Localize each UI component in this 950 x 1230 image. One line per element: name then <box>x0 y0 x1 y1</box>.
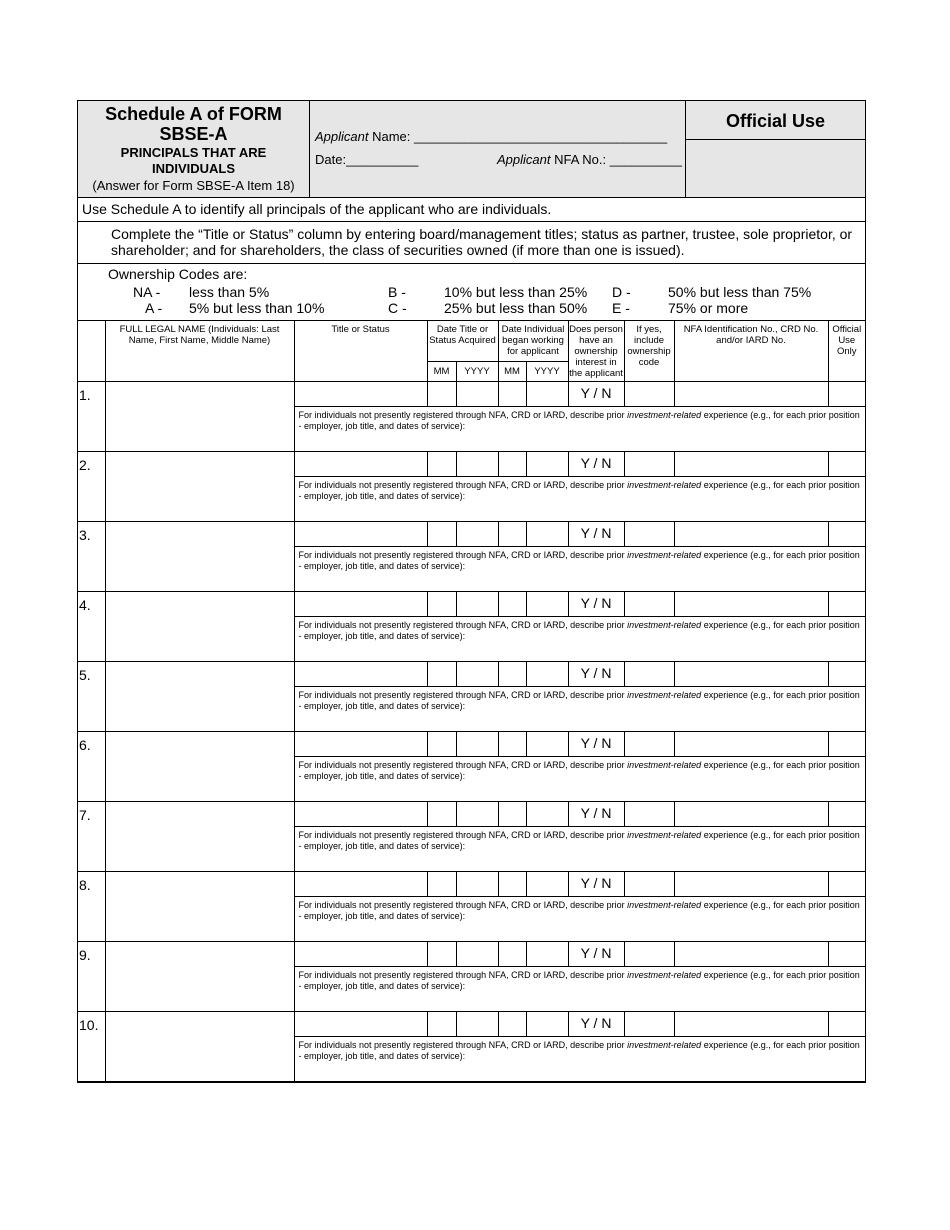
experience-text: For individuals not presently registered through NFA, CRD or IARD, describe prior <box>298 829 628 840</box>
experience-text: For individuals not presently registered through NFA, CRD or IARD, describe prior <box>298 549 628 560</box>
principal-row <box>78 521 865 546</box>
title-status-cell[interactable] <box>294 521 427 546</box>
began-yyyy-cell[interactable] <box>526 521 568 546</box>
ownership-yn-cell[interactable]: Y / N <box>568 591 624 616</box>
applicant-name-field[interactable] <box>315 129 667 144</box>
ownership-yn-cell[interactable]: Y / N <box>568 801 624 826</box>
form-title <box>78 104 309 144</box>
began-yyyy-cell[interactable] <box>526 661 568 686</box>
experience-text: For individuals not presently registered through NFA, CRD or IARD, describe prior <box>298 759 628 770</box>
nfa-id-cell[interactable] <box>674 1011 828 1036</box>
official-use-cell <box>828 451 865 476</box>
acquired-mm-cell[interactable] <box>427 661 456 686</box>
experience-text-end: experience (e.g., for each prior position - employer, job title, and dates of service): <box>298 689 860 711</box>
ownership-yn-cell[interactable]: Y / N <box>568 661 624 686</box>
principal-row <box>78 381 865 406</box>
code-b-desc: 10% but less than 25% <box>444 284 588 300</box>
col-header-ownership: Does person have an ownership interest in the applicant <box>568 321 624 381</box>
col-header-nfa: NFA Identification No., CRD No. and/or IARD No. <box>674 321 828 381</box>
began-yyyy-cell[interactable] <box>526 871 568 896</box>
full-legal-name-cell[interactable] <box>105 1011 294 1081</box>
experience-text-italic: investment-related <box>627 899 702 910</box>
ownership-code-cell[interactable] <box>624 591 674 616</box>
column-header-row <box>78 321 865 361</box>
row-number: 3. <box>78 521 105 591</box>
ownership-code-cell[interactable] <box>624 381 674 406</box>
ownership-yn-cell[interactable]: Y / N <box>568 1011 624 1036</box>
acquired-yyyy-cell[interactable] <box>456 591 498 616</box>
subtitle-line-2: INDIVIDUALS <box>151 161 236 176</box>
experience-description-cell[interactable] <box>294 476 865 521</box>
code-d: D - <box>612 284 631 300</box>
acquired-mm-cell[interactable] <box>427 521 456 546</box>
experience-description-cell[interactable] <box>294 756 865 801</box>
experience-text: For individuals not presently registered through NFA, CRD or IARD, describe prior <box>298 479 628 490</box>
experience-text: For individuals not presently registered through NFA, CRD or IARD, describe prior <box>298 409 628 420</box>
ownership-yn-cell[interactable]: Y / N <box>568 521 624 546</box>
title-status-cell[interactable] <box>294 731 427 756</box>
date-field[interactable]: Date:__________ <box>315 152 419 167</box>
nfa-label: NFA No.: __________ <box>550 152 683 167</box>
experience-text-end: experience (e.g., for each prior position - employer, job title, and dates of service): <box>298 549 860 571</box>
official-use-cell <box>828 521 865 546</box>
experience-text: For individuals not presently registered through NFA, CRD or IARD, describe prior <box>298 899 628 910</box>
code-b: B - <box>388 284 406 300</box>
experience-text-italic: investment-related <box>627 1039 702 1050</box>
title-status-cell[interactable] <box>294 591 427 616</box>
row-number: 7. <box>78 801 105 871</box>
nfa-id-cell[interactable] <box>674 801 828 826</box>
row-number: 2. <box>78 451 105 521</box>
code-a: A - <box>145 300 163 316</box>
col-header-date-acquired: Date Title or Status Acquired <box>427 321 498 361</box>
full-legal-name-cell[interactable] <box>105 451 294 521</box>
experience-text-italic: investment-related <box>627 969 702 980</box>
official-use-box <box>686 140 865 197</box>
ownership-yn-cell[interactable]: Y / N <box>568 941 624 966</box>
acquired-mm-cell[interactable] <box>427 451 456 476</box>
acquired-yyyy-cell[interactable] <box>456 661 498 686</box>
official-use-cell <box>828 1011 865 1036</box>
col-header-official: Official Use Only <box>828 321 865 381</box>
acquired-mm-cell[interactable] <box>427 591 456 616</box>
experience-text-italic: investment-related <box>627 479 702 490</box>
applicant-name-label: Name: ___________________________________ <box>368 129 668 144</box>
form-title-block <box>78 101 310 197</box>
code-a-desc: 5% but less than 10% <box>189 300 325 316</box>
acquired-mm-cell[interactable] <box>427 941 456 966</box>
began-mm-cell[interactable] <box>498 451 526 476</box>
experience-description-cell[interactable] <box>294 686 865 731</box>
began-mm-cell[interactable] <box>498 801 526 826</box>
full-legal-name-cell[interactable] <box>105 661 294 731</box>
ownership-code-cell[interactable] <box>624 871 674 896</box>
ownership-codes <box>78 264 865 321</box>
acquired-mm-cell[interactable] <box>427 381 456 406</box>
acquired-mm-cell[interactable] <box>427 1011 456 1036</box>
title-status-cell[interactable] <box>294 941 427 966</box>
col-header-yyyy: YYYY <box>526 361 568 381</box>
experience-text-italic: investment-related <box>627 829 702 840</box>
row-number: 5. <box>78 661 105 731</box>
title-status-cell[interactable] <box>294 661 427 686</box>
began-mm-cell[interactable] <box>498 1011 526 1036</box>
principal-row <box>78 731 865 756</box>
ownership-code-cell[interactable] <box>624 451 674 476</box>
title-status-cell[interactable] <box>294 801 427 826</box>
col-header-name: FULL LEGAL NAME (Individuals: Last Name, First Name, Middle Name) <box>105 321 294 381</box>
began-mm-cell[interactable] <box>498 731 526 756</box>
code-c: C - <box>388 300 407 316</box>
official-use-cell <box>828 731 865 756</box>
experience-text-end: experience (e.g., for each prior position - employer, job title, and dates of service): <box>298 829 860 851</box>
began-yyyy-cell[interactable] <box>526 731 568 756</box>
began-yyyy-cell[interactable] <box>526 1011 568 1036</box>
acquired-mm-cell[interactable] <box>427 731 456 756</box>
schedule-a-form <box>77 100 866 1083</box>
principal-row <box>78 661 865 686</box>
full-legal-name-cell[interactable] <box>105 381 294 451</box>
began-yyyy-cell[interactable] <box>526 381 568 406</box>
row-number: 10. <box>78 1011 105 1081</box>
experience-text-italic: investment-related <box>627 759 702 770</box>
experience-text: For individuals not presently registered through NFA, CRD or IARD, describe prior <box>298 689 628 700</box>
principals-table <box>78 321 865 1082</box>
applicant-info <box>310 101 686 197</box>
ownership-code-cell[interactable] <box>624 661 674 686</box>
title-status-cell[interactable] <box>294 381 427 406</box>
full-legal-name-cell[interactable] <box>105 591 294 661</box>
col-header-yyyy: YYYY <box>456 361 498 381</box>
col-header-date-began: Date Individual began working for applicant <box>498 321 568 361</box>
nfa-id-cell[interactable] <box>674 871 828 896</box>
code-c-desc: 25% but less than 50% <box>444 300 588 316</box>
experience-text-italic: investment-related <box>627 689 702 700</box>
acquired-mm-cell[interactable] <box>427 871 456 896</box>
full-legal-name-cell[interactable] <box>105 731 294 801</box>
principal-row <box>78 801 865 826</box>
code-e-desc: 75% or more <box>668 300 749 316</box>
official-use-cell <box>828 941 865 966</box>
code-na-desc: less than 5% <box>189 284 270 300</box>
experience-text-italic: investment-related <box>627 409 702 420</box>
official-use-title: Official Use <box>686 101 865 140</box>
row-number: 4. <box>78 591 105 661</box>
title-status-cell[interactable] <box>294 451 427 476</box>
began-yyyy-cell[interactable] <box>526 591 568 616</box>
form-header <box>78 101 865 198</box>
code-d-desc: 50% but less than 75% <box>668 284 812 300</box>
ownership-code-cell[interactable] <box>624 521 674 546</box>
full-legal-name-cell[interactable] <box>105 871 294 941</box>
ownership-yn-cell[interactable]: Y / N <box>568 381 624 406</box>
col-header-code: If yes, include ownership code <box>624 321 674 381</box>
nfa-id-cell[interactable] <box>674 521 828 546</box>
principal-row <box>78 871 865 896</box>
col-header-mm: MM <box>498 361 526 381</box>
acquired-yyyy-cell[interactable] <box>456 941 498 966</box>
row-number: 6. <box>78 731 105 801</box>
form-subtitle <box>78 145 309 177</box>
nfa-id-cell[interactable] <box>674 381 828 406</box>
experience-description-cell[interactable] <box>294 546 865 591</box>
title-line-1: Schedule A of FORM <box>105 104 282 124</box>
full-legal-name-cell[interactable] <box>105 801 294 871</box>
experience-description-cell[interactable] <box>294 406 865 451</box>
experience-text-end: experience (e.g., for each prior position - employer, job title, and dates of service): <box>298 409 860 431</box>
experience-text-italic: investment-related <box>627 549 702 560</box>
began-mm-cell[interactable] <box>498 941 526 966</box>
code-na: NA - <box>133 284 161 300</box>
ownership-code-cell[interactable] <box>624 1011 674 1036</box>
experience-text-end: experience (e.g., for each prior position - employer, job title, and dates of service): <box>298 759 860 781</box>
began-mm-cell[interactable] <box>498 521 526 546</box>
official-use-cell <box>828 871 865 896</box>
nfa-id-cell[interactable] <box>674 661 828 686</box>
form-note: (Answer for Form SBSE-A Item 18) <box>92 178 295 193</box>
principal-row <box>78 591 865 616</box>
nfa-id-cell[interactable] <box>674 941 828 966</box>
row-number: 1. <box>78 381 105 451</box>
ownership-yn-cell[interactable]: Y / N <box>568 871 624 896</box>
principal-row <box>78 1011 865 1036</box>
experience-text: For individuals not presently registered through NFA, CRD or IARD, describe prior <box>298 1039 628 1050</box>
official-use-cell <box>828 591 865 616</box>
title-status-cell[interactable] <box>294 871 427 896</box>
experience-text: For individuals not presently registered through NFA, CRD or IARD, describe prior <box>298 619 628 630</box>
applicant-nfa-field[interactable] <box>497 152 682 167</box>
acquired-yyyy-cell[interactable] <box>456 381 498 406</box>
full-legal-name-cell[interactable] <box>105 941 294 1011</box>
acquired-yyyy-cell[interactable] <box>456 1011 498 1036</box>
title-line-2: SBSE-A <box>159 124 228 144</box>
acquired-yyyy-cell[interactable] <box>456 801 498 826</box>
official-use-block <box>686 101 865 197</box>
official-use-cell <box>828 381 865 406</box>
ownership-yn-cell[interactable]: Y / N <box>568 731 624 756</box>
applicant-name-label-italic: Applicant <box>315 129 369 144</box>
began-mm-cell[interactable] <box>498 871 526 896</box>
experience-description-cell[interactable] <box>294 1036 865 1081</box>
principal-row <box>78 451 865 476</box>
experience-text-italic: investment-related <box>627 619 702 630</box>
col-header-mm: MM <box>427 361 456 381</box>
experience-text: For individuals not presently registered through NFA, CRD or IARD, describe prior <box>298 969 628 980</box>
acquired-yyyy-cell[interactable] <box>456 871 498 896</box>
col-header-title: Title or Status <box>294 321 427 381</box>
ownership-code-cell[interactable] <box>624 731 674 756</box>
experience-text-end: experience (e.g., for each prior position - employer, job title, and dates of service): <box>298 969 860 991</box>
experience-description-cell[interactable] <box>294 966 865 1011</box>
experience-text-end: experience (e.g., for each prior position - employer, job title, and dates of service): <box>298 479 860 501</box>
nfa-id-cell[interactable] <box>674 451 828 476</box>
nfa-id-cell[interactable] <box>674 591 828 616</box>
acquired-yyyy-cell[interactable] <box>456 521 498 546</box>
acquired-yyyy-cell[interactable] <box>456 451 498 476</box>
experience-text-end: experience (e.g., for each prior position - employer, job title, and dates of service): <box>298 1039 860 1061</box>
ownership-code-cell[interactable] <box>624 801 674 826</box>
experience-text-end: experience (e.g., for each prior position - employer, job title, and dates of service): <box>298 619 860 641</box>
experience-description-cell[interactable] <box>294 826 865 871</box>
num-col-header <box>78 321 105 381</box>
nfa-id-cell[interactable] <box>674 731 828 756</box>
began-yyyy-cell[interactable] <box>526 801 568 826</box>
began-mm-cell[interactable] <box>498 661 526 686</box>
experience-text-end: experience (e.g., for each prior position - employer, job title, and dates of service): <box>298 899 860 921</box>
row-number: 9. <box>78 941 105 1011</box>
ownership-code-cell[interactable] <box>624 941 674 966</box>
use-instruction: Use Schedule A to identify all principals of the applicant who are individuals. <box>78 198 865 222</box>
began-yyyy-cell[interactable] <box>526 451 568 476</box>
official-use-cell <box>828 661 865 686</box>
code-e: E - <box>612 300 630 316</box>
ownership-yn-cell[interactable]: Y / N <box>568 451 624 476</box>
official-use-cell <box>828 801 865 826</box>
nfa-label-italic: Applicant <box>497 152 551 167</box>
began-mm-cell[interactable] <box>498 591 526 616</box>
experience-description-cell[interactable] <box>294 896 865 941</box>
began-yyyy-cell[interactable] <box>526 941 568 966</box>
acquired-yyyy-cell[interactable] <box>456 731 498 756</box>
experience-description-cell[interactable] <box>294 616 865 661</box>
acquired-mm-cell[interactable] <box>427 801 456 826</box>
subtitle-line-1: PRINCIPALS THAT ARE <box>120 145 267 160</box>
row-number: 8. <box>78 871 105 941</box>
began-mm-cell[interactable] <box>498 381 526 406</box>
principal-row <box>78 941 865 966</box>
ownership-heading: Ownership Codes are: <box>108 266 248 282</box>
full-legal-name-cell[interactable] <box>105 521 294 591</box>
complete-instruction: Complete the “Title or Status” column by entering board/management titles; status as partner, trustee, sole proprietor, or shareholder; and for shareholders, the class of securities owned (if more than one is issued). <box>78 222 865 264</box>
title-status-cell[interactable] <box>294 1011 427 1036</box>
